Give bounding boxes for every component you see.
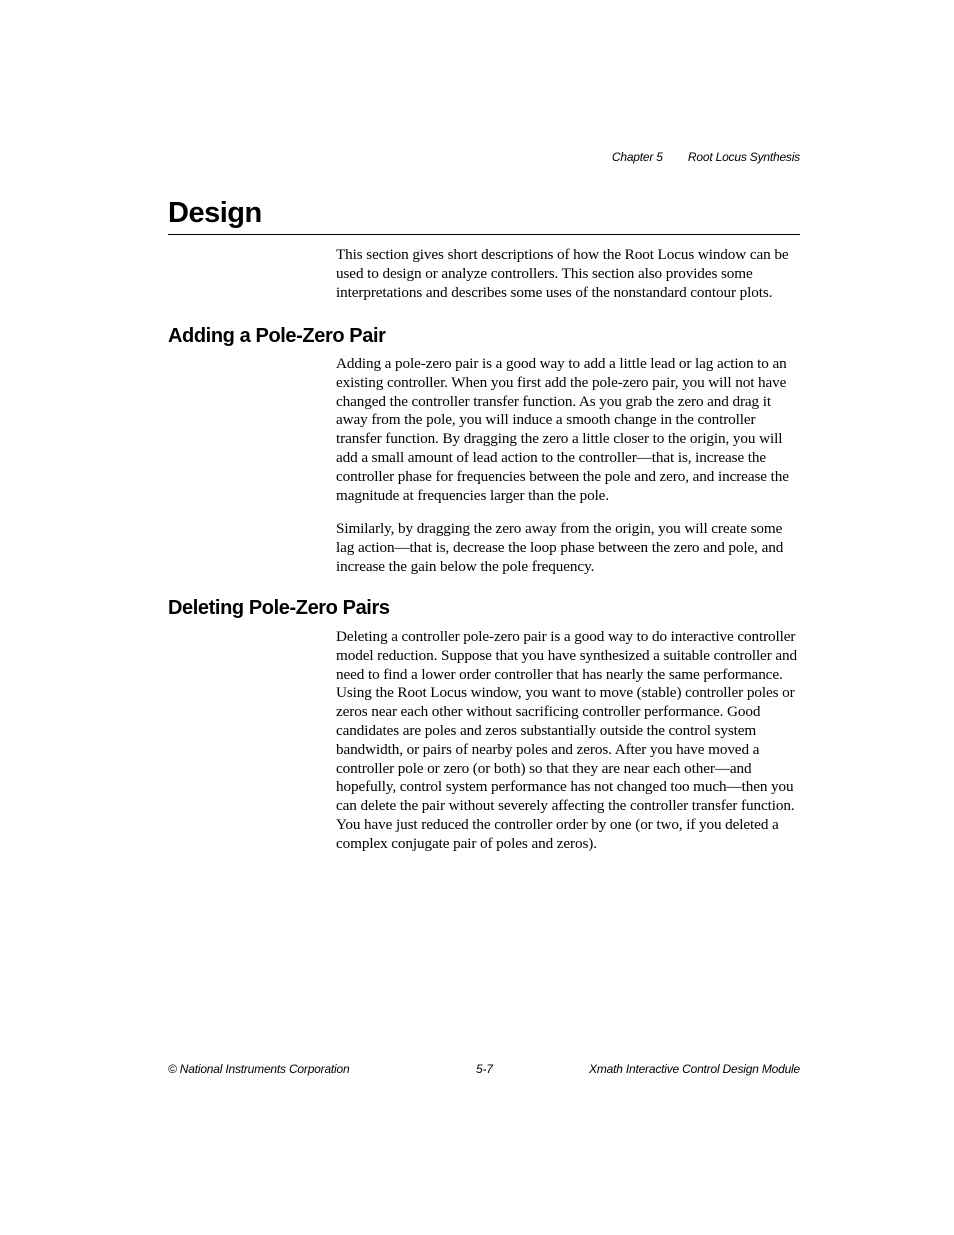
chapter-label: Chapter 5 xyxy=(611,150,663,164)
footer-copyright: © National Instruments Corporation xyxy=(168,1062,350,1076)
chapter-title: Root Locus Synthesis xyxy=(687,150,800,164)
adding-heading: Adding a Pole-Zero Pair xyxy=(168,325,386,347)
footer-manual-title: Xmath Interactive Control Design Module xyxy=(589,1062,800,1076)
section-title: Design xyxy=(168,193,800,235)
footer-page-number: 5-7 xyxy=(476,1062,493,1076)
deleting-heading: Deleting Pole-Zero Pairs xyxy=(168,597,390,619)
adding-paragraph-1: Adding a pole-zero pair is a good way to add a little lead or lag action to an existing controller. When you first add the pole-zero pair, you will not have changed the controller transfer function. As you grab the zero and drag it away from the pole, you will induce a smooth change in the controller transfer function. By dragging the zero a little closer to the origin, you will add a small amount of lead action to the controller—that is, increase the controller phase for frequencies between the pole and zero, and increase the magnitude at frequencies larger than the pole. xyxy=(336,355,789,504)
deleting-paragraph-1: Deleting a controller pole-zero pair is a good way to do interactive controller model reduction. Suppose that you have synthesized a suitable controller and need to find a lower order controller that has nearly the same performance. Using the Root Locus window, you want to move (stable) controller poles or zeros near each other without sacrificing controller performance. Good candidates are poles and zeros substantially outside the control system bandwidth, or pairs of nearby poles and zeros. After you have moved a controller pole or zero (or both) so that they are near each other—and hopefully, control system performance has not changed too much—then you can delete the pair without severely affecting the controller transfer function. You have just reduced the controller order by one (or two, if you deleted a complex conjugate pair of poles and zeros). xyxy=(336,628,797,852)
running-header xyxy=(612,150,800,164)
intro-paragraph: This section gives short descriptions of how the Root Locus window can be used to design or analyze controllers. This section also provides some interpretations and describes some uses of the nonstandard contour plots. xyxy=(336,246,789,301)
adding-paragraph-2: Similarly, by dragging the zero away from the origin, you will create some lag action—that is, decrease the loop phase between the zero and pole, and increase the gain below the pole frequency. xyxy=(336,520,784,575)
